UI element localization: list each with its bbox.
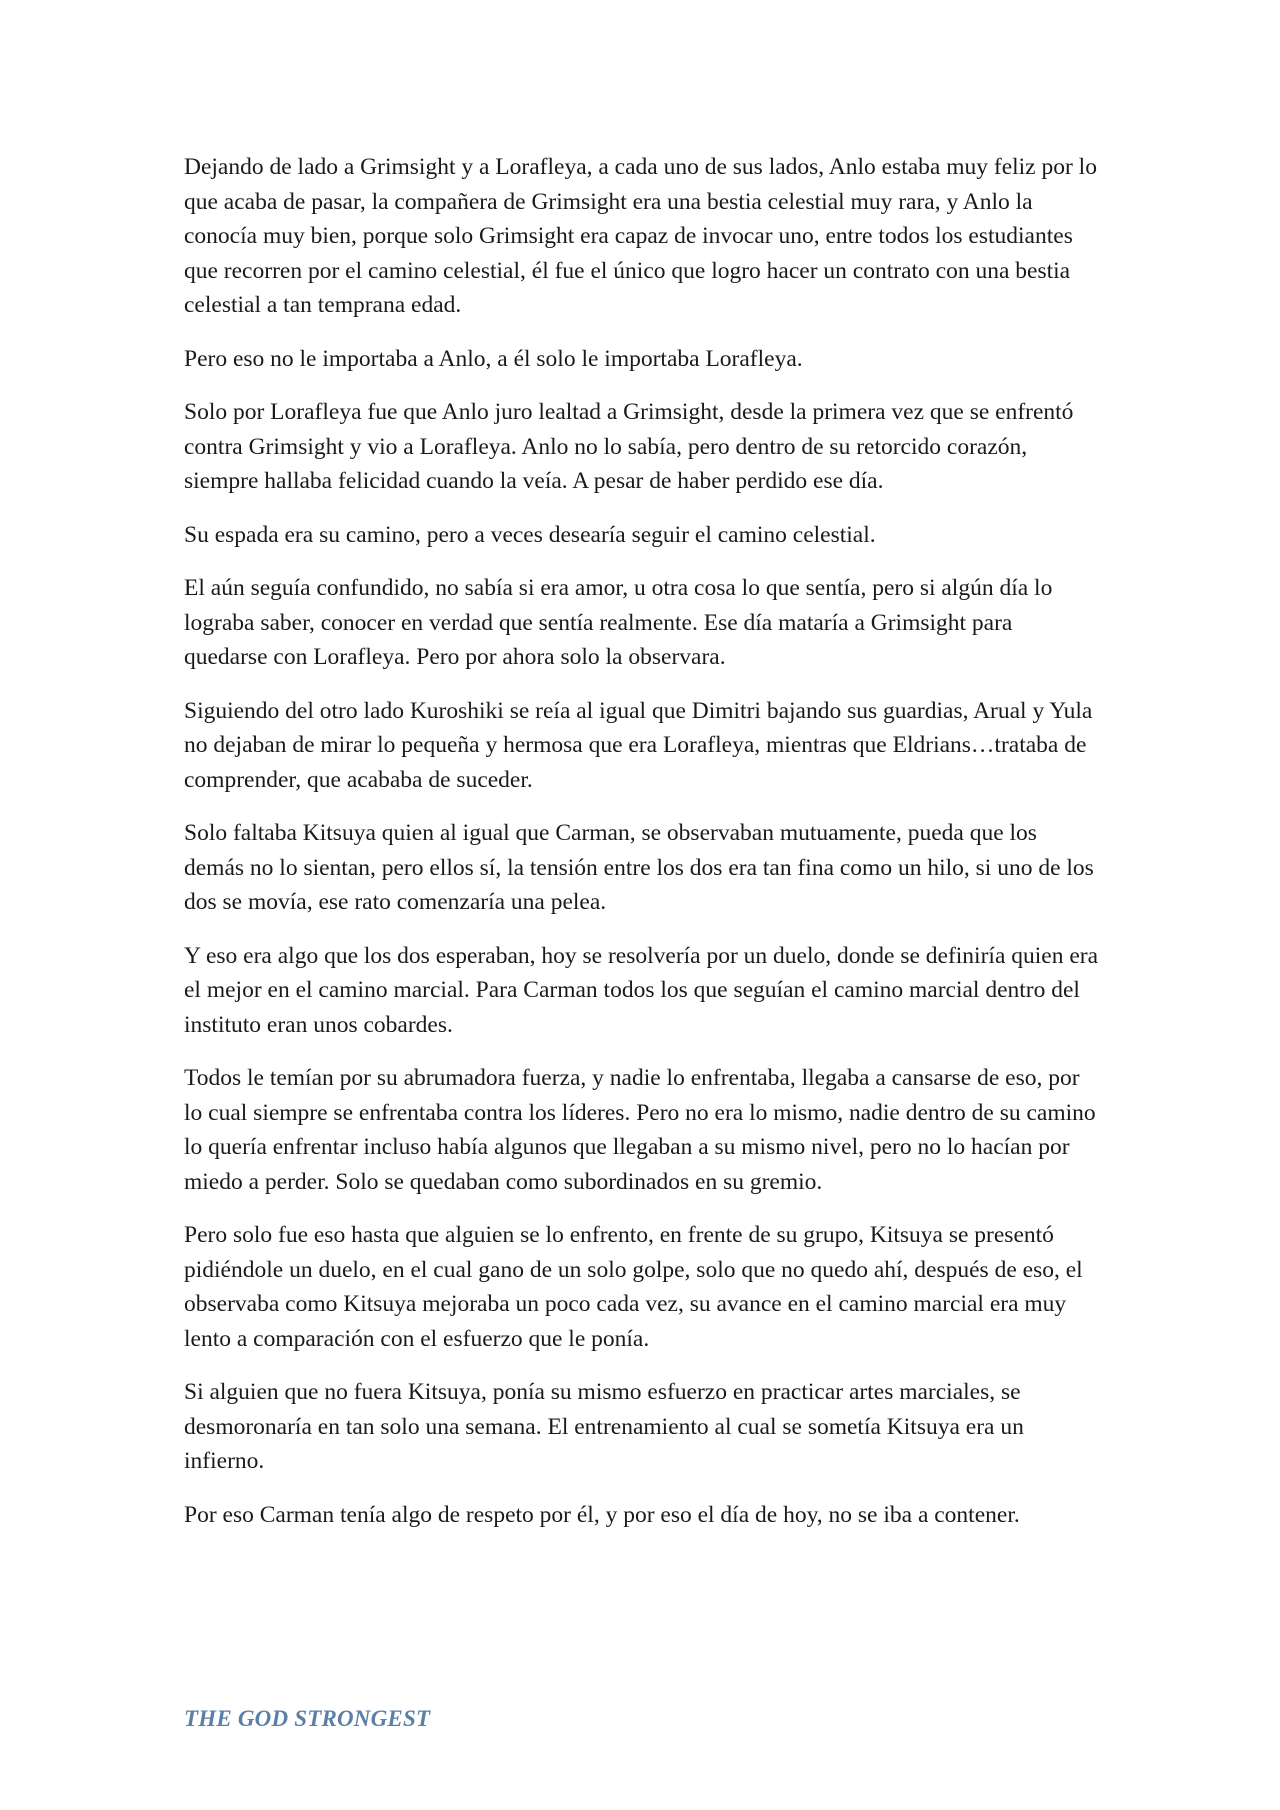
paragraph: Solo por Lorafleya fue que Anlo juro lealtad a Grimsight, desde la primera vez que se enfrentó contra Grimsight y vio a Lorafleya. Anlo no lo sabía, pero dentro de su retorcido corazón, siempre hallaba felicidad cuando la veía. A pesar de haber perdido ese día. [184, 399, 1074, 494]
paragraph: Dejando de lado a Grimsight y a Lorafleya, a cada uno de sus lados, Anlo estaba muy feliz por lo que acaba de pasar, la compañera de Grimsight era una bestia celestial muy rara, y Anlo la conocía muy bien, porque solo Grimsight era capaz de invocar uno, entre todos los estudiantes que recorren por el camino celestial, él fue el único que logro hacer un contrato con una bestia celestial a tan temprana edad. [184, 154, 1097, 318]
paragraph: Solo faltaba Kitsuya quien al igual que Carman, se observaban mutuamente, pueda que los demás no lo sientan, pero ellos sí, la tensión entre los dos era tan fina como un hilo, si uno de los dos se movía, ese rato comenzaría una pelea. [184, 820, 1094, 915]
paragraph: Si alguien que no fuera Kitsuya, ponía su mismo esfuerzo en practicar artes marciales, se desmoronaría en tan solo una semana. El entrenamiento al cual se sometía Kitsuya era un infierno. [184, 1379, 1024, 1474]
paragraph: Por eso Carman tenía algo de respeto por él, y por eso el día de hoy, no se iba a contener. [184, 1501, 1020, 1528]
paragraph: Pero eso no le importaba a Anlo, a él solo le importaba Lorafleya. [184, 345, 803, 372]
paragraph: Su espada era su camino, pero a veces desearía seguir el camino celestial. [184, 521, 876, 548]
paragraph: Y eso era algo que los dos esperaban, hoy se resolvería por un duelo, donde se definiría quien era el mejor en el camino marcial. Para Carman todos los que seguían el camino marcial dentro del instituto eran unos cobardes. [184, 942, 1099, 1038]
paragraph: El aún seguía confundido, no sabía si era amor, u otra cosa lo que sentía, pero si algún día lo lograba saber, conocer en verdad que sentía realmente. Ese día mataría a Grimsight para quedarse con Lorafleya. Pero por ahora solo la observara. [184, 575, 1053, 670]
paragraph: Siguiendo del otro lado Kuroshiki se reía al igual que Dimitri bajando sus guardias, Arual y Yula no dejaban de mirar lo pequeña y hermosa que era Lorafleya, mientras que Eldrians…trataba de comprender, que acababa de suceder. [184, 697, 1093, 793]
body-text [184, 150, 1099, 1551]
paragraph: Todos le temían por su abrumadora fuerza, y nadie lo enfrentaba, llegaba a cansarse de eso, por lo cual siempre se enfrentaba contra los líderes. Pero no era lo mismo, nadie dentro de su camino lo quería enfrentar incluso había algunos que llegaban a su mismo nivel, pero no lo hacían por miedo a perder. Solo se quedaban como subordinados en su gremio. [184, 1065, 1096, 1195]
paragraph: Pero solo fue eso hasta que alguien se lo enfrento, en frente de su grupo, Kitsuya se presentó pidiéndole un duelo, en el cual gano de un solo golpe, solo que no quedo ahí, después de eso, el observaba como Kitsuya mejoraba un poco cada vez, su avance en el camino marcial era muy lento a comparación con el esfuerzo que le ponía. [184, 1222, 1083, 1352]
page-footer: THE GOD STRONGEST [184, 1706, 431, 1731]
